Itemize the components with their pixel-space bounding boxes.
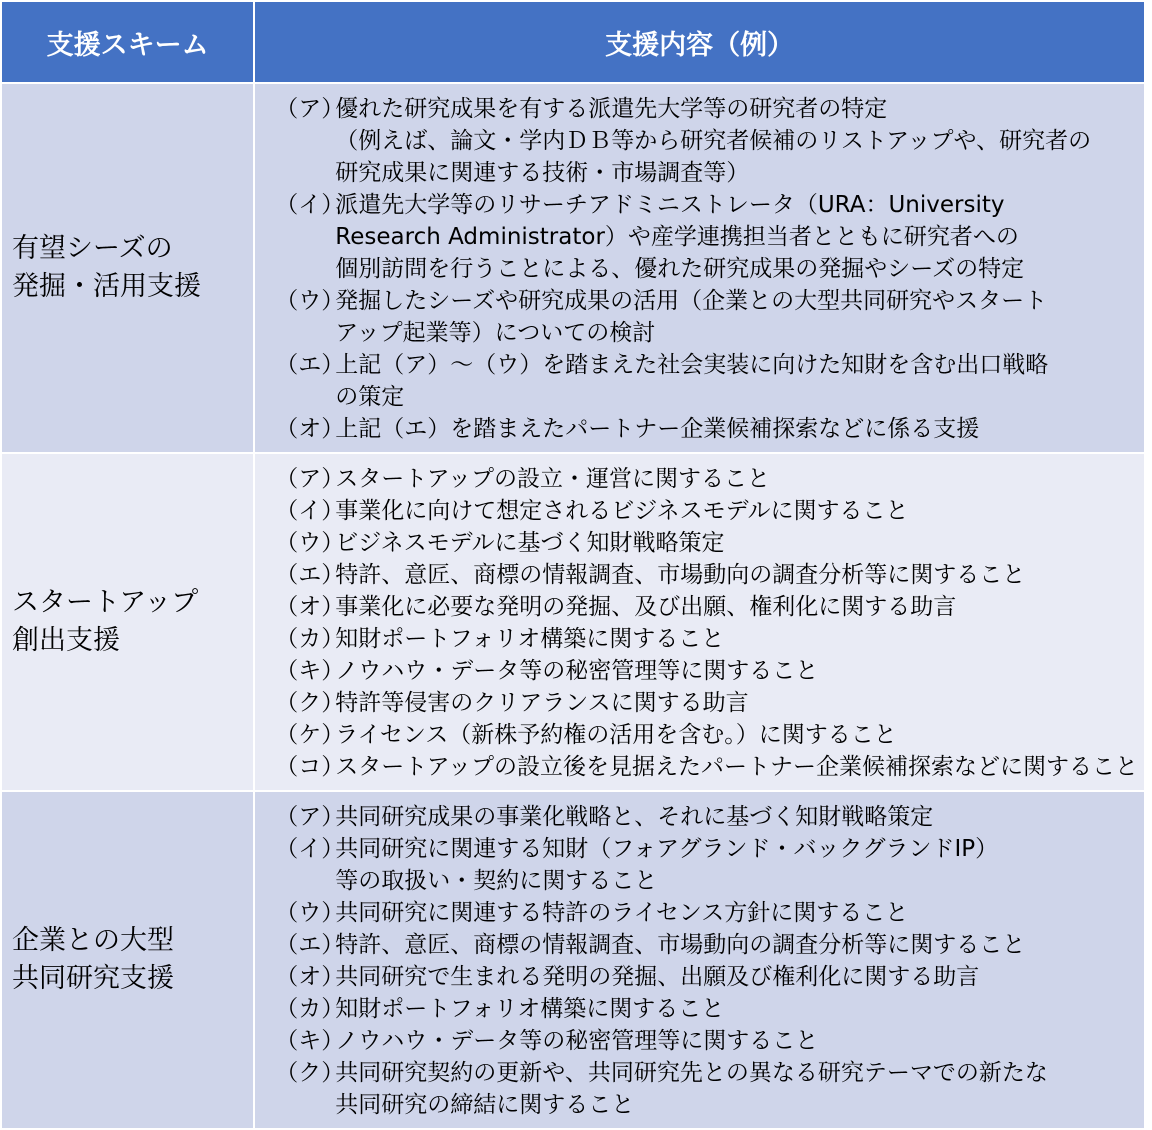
support-scheme-table: [0, 0, 1146, 1130]
list-item: [275, 591, 1138, 623]
table-row: [2, 454, 1144, 790]
item-marker: （ケ）: [275, 719, 335, 751]
item-text-line: （例えば、論文・学内ＤＢ等から研究者候補のリストアップや、研究者の: [335, 125, 1091, 157]
item-text-line: 派遣先大学等のリサーチアドミニストレータ（URA：University: [335, 189, 1024, 221]
content-cell: [255, 792, 1144, 1128]
list-item: [275, 1025, 1138, 1057]
list-item: [275, 897, 1138, 929]
list-item: [275, 413, 1138, 445]
scheme-cell: [2, 454, 253, 790]
item-marker: （ア）: [275, 463, 335, 495]
item-marker: （カ）: [275, 623, 335, 655]
item-text-line: 等の取扱い・契約に関すること: [335, 865, 998, 897]
item-text-line: 研究成果に関連する技術・市場調査等）: [335, 157, 1091, 189]
list-item: [275, 495, 1138, 527]
item-marker: （オ）: [275, 413, 335, 445]
list-item: [275, 929, 1138, 961]
item-marker: （ア）: [275, 93, 335, 189]
list-item: [275, 559, 1138, 591]
item-marker: （キ）: [275, 1025, 335, 1057]
item-text-line: の策定: [335, 381, 1048, 413]
item-text-line: ノウハウ・データ等の秘密管理等に関すること: [335, 1025, 818, 1057]
item-marker: （オ）: [275, 961, 335, 993]
item-text-line: 上記（ア）～（ウ）を踏まえた社会実装に向けた知財を含む出口戦略: [335, 349, 1048, 381]
list-item: [275, 93, 1138, 189]
list-item: [275, 285, 1138, 349]
item-marker: （ア）: [275, 801, 335, 833]
list-item: [275, 993, 1138, 1025]
item-marker: （コ）: [275, 751, 335, 783]
item-text-line: 個別訪問を行うことによる、優れた研究成果の発掘やシーズの特定: [335, 253, 1024, 285]
list-item: [275, 719, 1138, 751]
scheme-label-line: スタートアップ: [12, 584, 252, 622]
item-text-line: ビジネスモデルに基づく知財戦略策定: [335, 527, 724, 559]
list-item: [275, 833, 1138, 897]
list-item: [275, 801, 1138, 833]
item-text-line: スタートアップの設立・運営に関すること: [335, 463, 770, 495]
item-marker: （イ）: [275, 189, 335, 285]
table-row: [2, 84, 1144, 452]
list-item: [275, 189, 1138, 285]
item-text-line: 上記（エ）を踏まえたパートナー企業候補探索などに係る支援: [335, 413, 979, 445]
item-text-line: 発掘したシーズや研究成果の活用（企業との大型共同研究やスタート: [335, 285, 1047, 317]
item-marker: （ウ）: [275, 897, 335, 929]
header-content: 支援内容（例）: [255, 2, 1144, 82]
item-text-line: アップ起業等）についての検討: [335, 317, 1047, 349]
item-marker: （ウ）: [275, 285, 335, 349]
item-text-line: 特許、意匠、商標の情報調査、市場動向の調査分析等に関すること: [335, 559, 1025, 591]
item-marker: （エ）: [275, 929, 335, 961]
list-item: [275, 1057, 1138, 1121]
item-marker: （イ）: [275, 495, 335, 527]
item-text-line: 優れた研究成果を有する派遣先大学等の研究者の特定: [335, 93, 1091, 125]
content-cell: [255, 84, 1144, 452]
item-marker: （ク）: [275, 687, 335, 719]
item-text-line: 共同研究に関連する特許のライセンス方針に関すること: [335, 897, 908, 929]
item-text-line: 事業化に向けて想定されるビジネスモデルに関すること: [335, 495, 908, 527]
scheme-label-line: 共同研究支援: [12, 960, 252, 998]
item-text-line: 共同研究で生まれる発明の発掘、出願及び権利化に関する助言: [335, 961, 979, 993]
item-marker: （カ）: [275, 993, 335, 1025]
content-cell: [255, 454, 1144, 790]
item-text-line: 特許等侵害のクリアランスに関する助言: [335, 687, 748, 719]
item-marker: （イ）: [275, 833, 335, 897]
item-marker: （エ）: [275, 559, 335, 591]
scheme-label-line: 発掘・活用支援: [12, 268, 252, 306]
item-marker: （ク）: [275, 1057, 335, 1121]
list-item: [275, 687, 1138, 719]
scheme-cell: [2, 792, 253, 1128]
item-text-line: ライセンス（新株予約権の活用を含む。）に関すること: [335, 719, 896, 751]
list-item: [275, 623, 1138, 655]
item-marker: （エ）: [275, 349, 335, 413]
list-item: [275, 655, 1138, 687]
list-item: [275, 349, 1138, 413]
list-item: [275, 463, 1138, 495]
scheme-label-line: 企業との大型: [12, 922, 252, 960]
item-text-line: 共同研究に関連する知財（フォアグランド・バックグランドIP）: [335, 833, 998, 865]
table-row: [2, 792, 1144, 1128]
header-scheme: 支援スキーム: [2, 2, 253, 82]
header-row: [2, 2, 1144, 82]
list-item: [275, 751, 1138, 783]
item-marker: （キ）: [275, 655, 335, 687]
item-text-line: 共同研究成果の事業化戦略と、それに基づく知財戦略策定: [335, 801, 933, 833]
scheme-label-line: 有望シーズの: [12, 230, 252, 268]
list-item: [275, 961, 1138, 993]
item-text-line: 知財ポートフォリオ構築に関すること: [335, 623, 724, 655]
scheme-cell: [2, 84, 253, 452]
item-text-line: 事業化に必要な発明の発掘、及び出願、権利化に関する助言: [335, 591, 956, 623]
item-text-line: 共同研究契約の更新や、共同研究先との異なる研究テーマでの新たな: [335, 1057, 1048, 1089]
item-text-line: 知財ポートフォリオ構築に関すること: [335, 993, 724, 1025]
item-text-line: ノウハウ・データ等の秘密管理等に関すること: [335, 655, 818, 687]
item-text-line: Research Administrator）や産学連携担当者とともに研究者への: [335, 221, 1024, 253]
list-item: [275, 527, 1138, 559]
item-text-line: スタートアップの設立後を見据えたパートナー企業候補探索などに関すること: [335, 751, 1138, 783]
item-text-line: 共同研究の締結に関すること: [335, 1089, 1048, 1121]
scheme-label-line: 創出支援: [12, 622, 252, 660]
item-marker: （ウ）: [275, 527, 335, 559]
item-text-line: 特許、意匠、商標の情報調査、市場動向の調査分析等に関すること: [335, 929, 1025, 961]
item-marker: （オ）: [275, 591, 335, 623]
